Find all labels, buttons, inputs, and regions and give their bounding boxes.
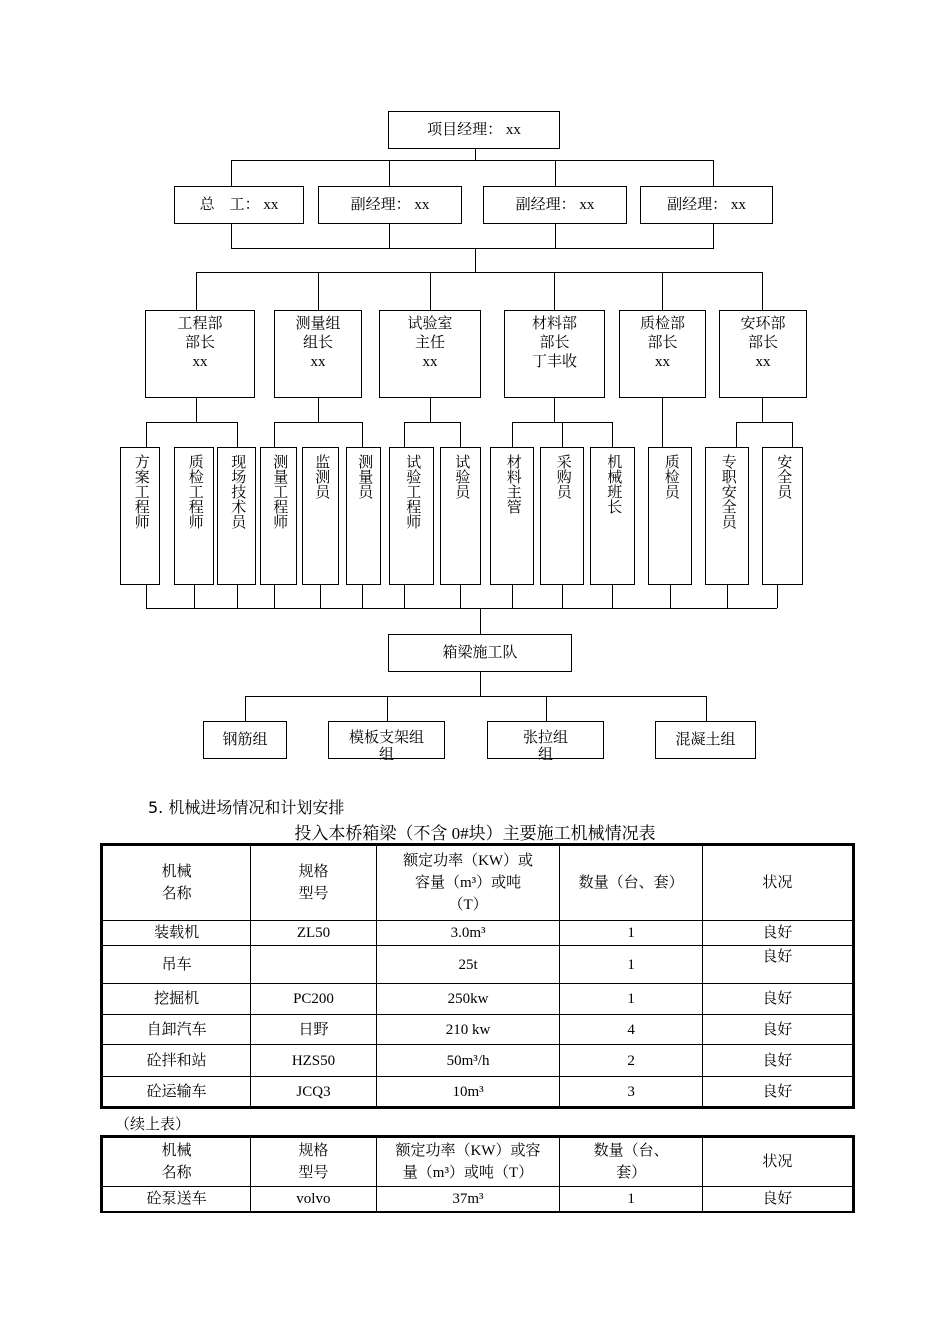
staff-box: 试验工程师: [389, 447, 434, 585]
connector-line: [555, 160, 556, 186]
connector-line: [389, 160, 390, 186]
dept-lab: 试验室 主任 xx: [379, 310, 481, 398]
connector-line: [430, 397, 431, 422]
connector-line: [196, 272, 762, 273]
header-cell: 机械 名称: [102, 1137, 251, 1187]
staff-box: 质检员: [648, 447, 692, 585]
staff-box: 试验员: [440, 447, 481, 585]
connector-line: [196, 272, 197, 310]
machinery-table: [100, 843, 855, 1109]
header-cell: 规格 型号: [251, 845, 376, 921]
cell: 1: [560, 946, 702, 984]
cell: 210 kw: [376, 1015, 560, 1045]
connector-line: [231, 248, 714, 249]
table-row: [102, 946, 854, 984]
deputy-manager-box: 副经理： xx: [640, 186, 773, 224]
cell: 吊车: [102, 946, 251, 984]
connector-line: [480, 672, 481, 696]
connector-line: [274, 584, 275, 608]
cell: 4: [560, 1015, 702, 1045]
connector-line: [792, 422, 793, 448]
table-header-row: [102, 1137, 854, 1187]
connector-line: [762, 397, 763, 422]
table-title: 投入本桥箱梁（不含 0#块）主要施工机械情况表: [294, 824, 656, 843]
connector-line: [713, 160, 714, 186]
connector-line: [237, 584, 238, 608]
cell: 良好: [702, 1187, 853, 1212]
connector-line: [237, 422, 238, 448]
connector-line: [245, 696, 706, 697]
connector-line: [146, 422, 147, 448]
staff-box: 现场技术员: [217, 447, 256, 585]
cell: 1: [560, 1187, 703, 1212]
staff-box: 采购员: [540, 447, 584, 585]
header-cell: 额定功率（KW）或容 量（m³）或吨（T）: [376, 1137, 560, 1187]
connector-line: [727, 584, 728, 608]
header-cell: 状况: [702, 845, 853, 921]
connector-line: [706, 696, 707, 721]
connector-line: [562, 584, 563, 608]
cell: 3: [560, 1077, 702, 1108]
connector-line: [404, 422, 460, 423]
cell: JCQ3: [251, 1077, 376, 1108]
machinery-table-continued: [100, 1135, 855, 1213]
cell: 2: [560, 1045, 702, 1077]
connector-line: [387, 696, 388, 721]
connector-line: [318, 397, 319, 422]
table-row: [102, 921, 854, 946]
connector-line: [231, 223, 232, 248]
connector-line: [475, 149, 476, 160]
connector-line: [612, 422, 613, 448]
connector-line: [146, 584, 147, 608]
group-box: 张拉组 组: [487, 721, 604, 759]
connector-line: [670, 584, 671, 608]
connector-line: [460, 422, 461, 448]
connector-line: [231, 160, 232, 186]
staff-box: 测量工程师: [260, 447, 297, 585]
connector-line: [554, 272, 555, 310]
group-box: 钢筋组: [203, 721, 287, 759]
staff-box: 机械班长: [590, 447, 635, 585]
connector-line: [713, 223, 714, 248]
connector-line: [320, 584, 321, 608]
dept-quality: 质检部 部长 xx: [619, 310, 706, 398]
cell: 自卸汽车: [102, 1015, 251, 1045]
cell: 良好: [702, 1077, 853, 1108]
cell: 1: [560, 921, 702, 946]
staff-box: 质检工程师: [174, 447, 214, 585]
header-cell: 规格 型号: [251, 1137, 376, 1187]
cell: 1: [560, 984, 702, 1015]
dept-engineering: 工程部 部长 xx: [145, 310, 255, 398]
table-row: [102, 1015, 854, 1045]
project-manager-box: 项目经理： xx: [388, 111, 560, 149]
cell: 良好: [702, 1015, 853, 1045]
connector-line: [146, 608, 777, 609]
cell: 砼拌和站: [102, 1045, 251, 1077]
connector-line: [404, 422, 405, 448]
cell: ZL50: [251, 921, 376, 946]
connector-line: [512, 422, 513, 448]
staff-box: 专职安全员: [705, 447, 749, 585]
cell: 250kw: [376, 984, 560, 1015]
cell: 挖掘机: [102, 984, 251, 1015]
connector-line: [362, 584, 363, 608]
table-row: [102, 1077, 854, 1108]
cell: PC200: [251, 984, 376, 1015]
connector-line: [404, 584, 405, 608]
cell: [251, 946, 376, 984]
connector-line: [762, 272, 763, 310]
header-cell: 机械 名称: [102, 845, 251, 921]
staff-box: 安全员: [762, 447, 803, 585]
cell: 砼运输车: [102, 1077, 251, 1108]
connector-line: [196, 397, 197, 422]
connector-line: [231, 160, 714, 161]
connector-line: [362, 422, 363, 448]
box-girder-team-box: 箱梁施工队: [388, 634, 572, 672]
connector-line: [662, 397, 663, 448]
staff-box: 监测员: [302, 447, 339, 585]
cell: 25t: [376, 946, 560, 984]
staff-box: 材料主管: [490, 447, 534, 585]
group-box: 混凝土组: [655, 721, 756, 759]
table-row: [102, 984, 854, 1015]
deputy-manager-box: 副经理： xx: [483, 186, 627, 224]
cell: HZS50: [251, 1045, 376, 1077]
connector-line: [389, 223, 390, 248]
connector-line: [512, 584, 513, 608]
connector-line: [555, 223, 556, 248]
connector-line: [562, 422, 563, 448]
cell: 良好: [702, 984, 853, 1015]
cell: 3.0m³: [376, 921, 560, 946]
dept-materials: 材料部 部长 丁丰收: [504, 310, 605, 398]
connector-line: [430, 272, 431, 310]
connector-line: [274, 422, 275, 448]
staff-box: 测量员: [346, 447, 381, 585]
connector-line: [662, 272, 663, 310]
connector-line: [460, 584, 461, 608]
connector-line: [318, 272, 319, 310]
connector-line: [194, 584, 195, 608]
cell: 10m³: [376, 1077, 560, 1108]
connector-line: [736, 422, 792, 423]
dept-survey: 测量组 组长 xx: [274, 310, 362, 398]
header-cell: 额定功率（KW）或 容量（m³）或吨 （T）: [376, 845, 560, 921]
connector-line: [146, 422, 237, 423]
cell: volvo: [251, 1187, 376, 1212]
connector-line: [245, 696, 246, 721]
table-row: [102, 1187, 854, 1212]
header-cell: 状况: [702, 1137, 853, 1187]
staff-box: 方案工程师: [120, 447, 160, 585]
table-row: [102, 1045, 854, 1077]
chief-engineer-box: 总 工： xx: [174, 186, 304, 224]
cell: 良好: [702, 1045, 853, 1077]
cell: 装载机: [102, 921, 251, 946]
connector-line: [612, 584, 613, 608]
cell: 日野: [251, 1015, 376, 1045]
header-cell: 数量（台、套）: [560, 845, 702, 921]
connector-line: [480, 608, 481, 634]
cell: 37m³: [376, 1187, 560, 1212]
cell: 砼泵送车: [102, 1187, 251, 1212]
cell: 良好: [702, 946, 853, 984]
connector-line: [736, 422, 737, 448]
connector-line: [546, 696, 547, 721]
connector-line: [274, 422, 362, 423]
connector-line: [777, 584, 778, 608]
connector-line: [475, 248, 476, 272]
cell: 良好: [702, 921, 853, 946]
connector-line: [554, 397, 555, 422]
deputy-manager-box: 副经理： xx: [318, 186, 462, 224]
group-box: 模板支架组 组: [328, 721, 445, 759]
dept-safety: 安环部 部长 xx: [719, 310, 807, 398]
cell: 50m³/h: [376, 1045, 560, 1077]
table-header-row: [102, 845, 854, 921]
header-cell: 数量（台、 套）: [560, 1137, 703, 1187]
section-heading: 5. 机械进场情况和计划安排: [148, 798, 345, 817]
continued-label: （续上表）: [115, 1117, 191, 1133]
